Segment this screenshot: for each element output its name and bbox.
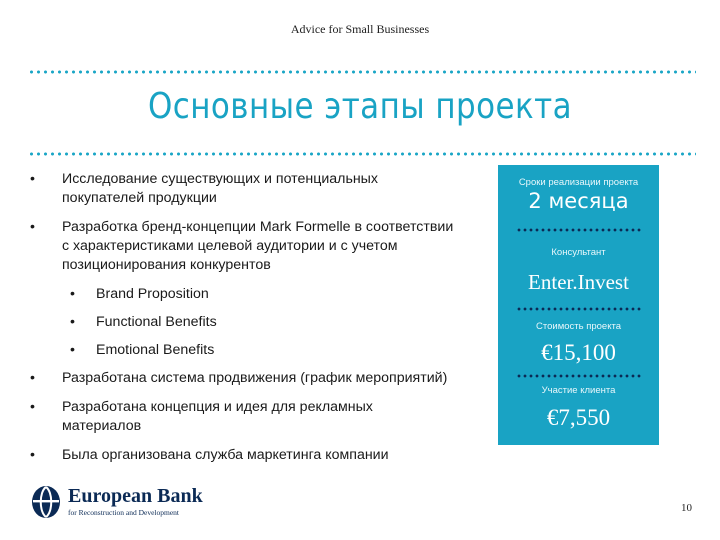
bullet-marker: • — [70, 314, 75, 330]
panel-dotted-divider — [516, 307, 641, 311]
sub-bullet-item — [30, 313, 455, 332]
bullet-list — [30, 170, 455, 465]
header-tagline: Advice for Small Businesses — [290, 22, 430, 36]
bullet-marker: • — [70, 286, 75, 302]
panel-dotted-divider — [516, 374, 641, 378]
ebrd-logo — [30, 484, 220, 520]
bullet-item — [30, 170, 455, 208]
bullet-text: Была организована служба маркетинга компании — [62, 447, 389, 463]
sub-bullet-text: Functional Benefits — [96, 314, 217, 330]
bullet-marker: • — [30, 447, 35, 463]
consultant-value: Enter.Invest — [528, 270, 629, 294]
bullet-marker: • — [30, 219, 35, 235]
top-dotted-divider — [28, 70, 696, 74]
logo-subtitle: for Reconstruction and Development — [68, 508, 180, 517]
bullet-marker: • — [30, 399, 35, 415]
bullet-item — [30, 218, 455, 275]
bullet-text: Разработана система продвижения (график мероприятий) — [62, 370, 448, 386]
duration-label: Сроки реализации проекта — [518, 177, 639, 188]
bullet-item — [30, 398, 455, 436]
sub-bullet-item — [30, 285, 455, 304]
bullet-text: Разработка бренд-концепции Mark Formelle в соответствии с характеристиками целевой аудитории и с учетом позиционирования конкурентов — [62, 219, 454, 273]
cost-label: Стоимость проекта — [536, 321, 621, 332]
ebrd-globe-icon — [30, 484, 62, 520]
client-value: €7,550 — [546, 405, 611, 430]
bullet-marker: • — [70, 342, 75, 358]
bullet-marker: • — [30, 171, 35, 187]
client-label: Участие клиента — [541, 385, 616, 396]
bullet-text: Разработана концепция и идея для рекламных материалов — [62, 399, 373, 434]
bullet-item — [30, 369, 455, 388]
panel-dotted-divider — [516, 228, 641, 232]
page-number: 10 — [681, 502, 692, 514]
bullet-item — [30, 446, 455, 465]
duration-value: 2 месяца — [528, 189, 629, 213]
bullet-text: Исследование существующих и потенциальных покупателей продукции — [62, 171, 378, 206]
title-dotted-divider — [28, 152, 696, 156]
bullet-marker: • — [30, 370, 35, 386]
cost-value: €15,100 — [541, 340, 616, 365]
sub-bullet-text: Emotional Benefits — [96, 342, 215, 358]
logo-name: European Bank — [68, 485, 203, 507]
sub-bullet-item — [30, 341, 455, 360]
sub-bullet-text: Brand Proposition — [96, 286, 209, 302]
project-summary-panel — [498, 165, 659, 445]
slide-title: Основные этапы проекта — [148, 86, 572, 127]
consultant-label: Консультант — [551, 247, 606, 258]
